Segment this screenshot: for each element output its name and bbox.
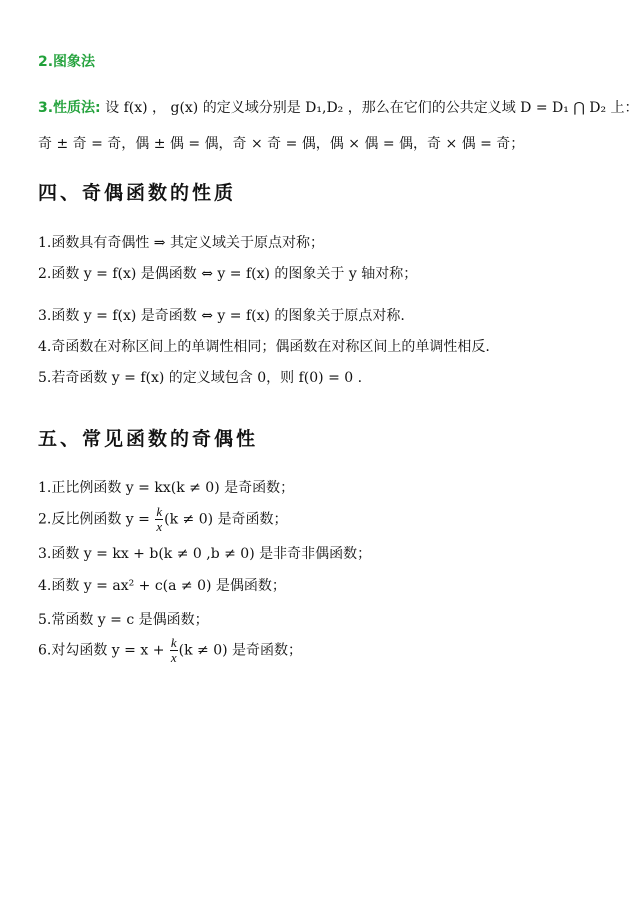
fraction-denominator: x <box>170 650 177 665</box>
sec5-item-4: 4.函数 y = ax² + c(a ≠ 0) 是偶函数； <box>38 578 286 594</box>
section-2-title: 2.图象法 <box>38 54 96 70</box>
section-4-heading: 四、奇偶函数的性质 <box>38 182 237 204</box>
fraction-numerator: k <box>156 504 163 519</box>
sec5-item-6-prefix: 6.对勾函数 y = x + <box>38 642 169 659</box>
fraction-k-over-x <box>155 505 163 534</box>
sec4-item-5: 5.若奇函数 y = f(x) 的定义域包含 0，则 f(0) = 0 . <box>38 370 363 386</box>
section-5-heading: 五、常见函数的奇偶性 <box>38 428 259 450</box>
section-3-text: 设 f(x) ， g(x) 的定义域分别是 D₁,D₂ ，那么在它们的公共定义域 D = D₁ ⋂ D₂ 上： <box>105 100 639 116</box>
sec5-item-3: 3.函数 y = kx + b(k ≠ 0 ,b ≠ 0) 是非奇非偶函数； <box>38 546 372 562</box>
fraction-k-over-x <box>170 636 178 665</box>
sec5-item-6 <box>38 636 302 665</box>
section-3-label: 3.性质法: <box>38 100 101 116</box>
parity-rules: 奇 ± 奇 = 奇，偶 ± 偶 = 偶，奇 × 奇 = 偶，偶 × 偶 = 偶，奇 × 偶 = 奇； <box>38 136 525 152</box>
sec5-item-5: 5.常函数 y = c 是偶函数； <box>38 612 209 628</box>
sec5-item-2-prefix: 2.反比例函数 y = <box>38 511 155 528</box>
sec4-item-1: 1.函数具有奇偶性 ⇒ 其定义域关于原点对称； <box>38 235 324 251</box>
sec4-item-2: 2.函数 y = f(x) 是偶函数 ⇔ y = f(x) 的图象关于 y 轴对称； <box>38 266 418 282</box>
sec5-item-1: 1.正比例函数 y = kx(k ≠ 0) 是奇函数； <box>38 480 295 496</box>
sec5-item-2 <box>38 505 288 534</box>
sec5-item-2-suffix: (k ≠ 0) 是奇函数； <box>164 511 288 528</box>
sec4-item-4: 4.奇函数在对称区间上的单调性相同；偶函数在对称区间上的单调性相反. <box>38 339 490 355</box>
section-3-line <box>38 98 639 118</box>
sec5-item-6-suffix: (k ≠ 0) 是奇函数； <box>178 642 303 659</box>
fraction-numerator: k <box>170 635 177 650</box>
sec4-item-3: 3.函数 y = f(x) 是奇函数 ⇔ y = f(x) 的图象关于原点对称. <box>38 308 405 324</box>
fraction-denominator: x <box>156 519 163 534</box>
